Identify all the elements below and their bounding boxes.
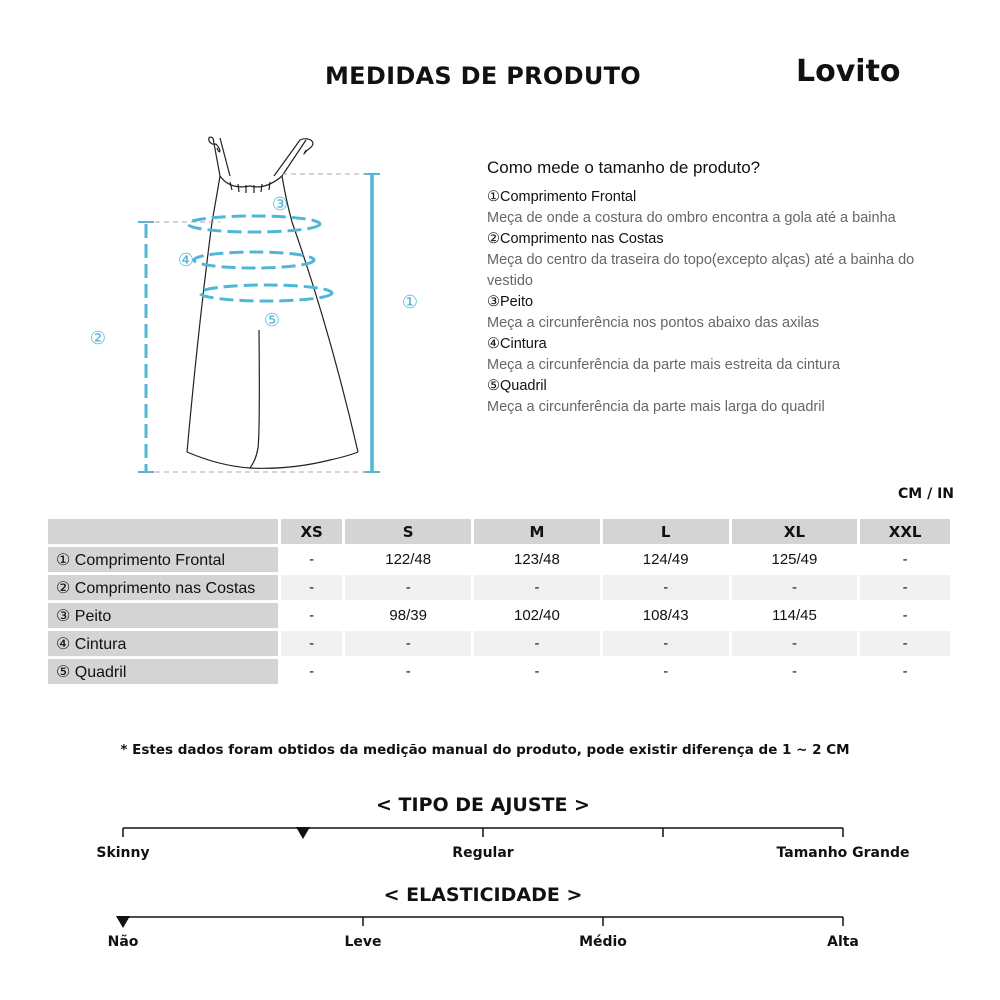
table-cell: -	[732, 631, 858, 656]
elasticity-scale-title: < ELASTICIDADE >	[383, 884, 583, 906]
size-column-header: L	[603, 519, 729, 544]
instruction-desc: Meça de onde a costura do ombro encontra a gola até a bainha	[487, 210, 896, 226]
table-cell: -	[309, 607, 315, 624]
table-cell: -	[860, 631, 950, 656]
table-cell: -	[663, 663, 669, 680]
instruction-heading: ③Peito	[487, 294, 534, 310]
table-cell: -	[309, 663, 315, 680]
elasticity-scale-label: Alta	[827, 934, 859, 950]
instruction-heading: ⑤Quadril	[487, 378, 547, 394]
page-title: MEDIDAS DE PRODUTO	[325, 62, 641, 90]
table-cell: 102/40	[513, 607, 560, 624]
instruction-heading: ②Comprimento nas Costas	[487, 231, 664, 247]
row-label: ① Comprimento Frontal	[48, 547, 278, 572]
marker-5: ⑤	[263, 310, 281, 331]
row-label: ⑤ Quadril	[48, 659, 278, 684]
table-cell: -	[405, 663, 411, 680]
table-cell: -	[281, 631, 342, 656]
marker-1: ①	[401, 292, 419, 313]
instruction-desc: Meça do centro da traseira do topo(excepto alças) até a bainha do vestido	[487, 252, 915, 289]
table-cell: 125/49	[771, 551, 818, 568]
elasticity-scale-label: Não	[107, 934, 139, 950]
table-cell: -	[281, 575, 342, 600]
instruction-desc: Meça a circunferência da parte mais estreita da cintura	[487, 357, 841, 373]
units-label: CM / IN	[898, 486, 954, 502]
row-label: ② Comprimento nas Costas	[48, 575, 278, 600]
row-label: ④ Cintura	[48, 631, 278, 656]
instruction-desc: Meça a circunferência nos pontos abaixo das axilas	[487, 315, 820, 331]
table-cell: 114/45	[772, 607, 817, 624]
table-cell: -	[603, 575, 729, 600]
table-cell: -	[474, 631, 600, 656]
brand-logo: Lovito	[796, 54, 901, 89]
instructions-question: Como mede o tamanho de produto?	[487, 158, 761, 177]
size-column-header: XS	[281, 519, 342, 544]
fit-scale-label: Skinny	[96, 845, 150, 861]
marker-3: ③	[271, 194, 289, 215]
instruction-heading: ④Cintura	[487, 336, 547, 352]
instruction-heading: ①Comprimento Frontal	[487, 189, 637, 205]
table-cell: -	[732, 575, 858, 600]
elasticity-scale-label: Médio	[579, 934, 627, 950]
fit-scale-label: Regular	[452, 845, 514, 861]
table-cell: -	[860, 575, 950, 600]
size-column-header: S	[345, 519, 471, 544]
table-cell: -	[902, 607, 908, 624]
table-cell: -	[309, 551, 315, 568]
table-cell: -	[603, 631, 729, 656]
table-cell: -	[902, 551, 908, 568]
table-cell: 98/39	[389, 607, 427, 624]
table-cell: 108/43	[642, 607, 689, 624]
table-cell: 123/48	[513, 551, 560, 568]
table-cell: -	[902, 663, 908, 680]
size-column-header: XL	[732, 519, 858, 544]
table-cell: -	[474, 575, 600, 600]
fit-scale-label: Tamanho Grande	[776, 845, 910, 861]
table-cell: -	[791, 663, 797, 680]
marker-2: ②	[89, 328, 107, 349]
table-cell: 124/49	[642, 551, 689, 568]
elasticity-scale-label: Leve	[344, 934, 382, 950]
table-cell: -	[345, 631, 471, 656]
size-column-header: XXL	[860, 519, 950, 544]
disclaimer-note: * Estes dados foram obtidos da medição manual do produto, pode existir diferença de 1 ~ 2 CM	[120, 742, 850, 758]
fit-scale-title: < TIPO DE AJUSTE >	[376, 794, 590, 816]
row-label: ③ Peito	[48, 603, 278, 628]
table-cell: -	[534, 663, 540, 680]
elasticity-selected-marker	[116, 916, 130, 928]
instruction-desc: Meça a circunferência da parte mais larga do quadril	[487, 399, 825, 415]
marker-4: ④	[177, 250, 195, 271]
size-column-header: M	[474, 519, 600, 544]
table-cell: -	[345, 575, 471, 600]
table-cell: 122/48	[385, 551, 432, 568]
